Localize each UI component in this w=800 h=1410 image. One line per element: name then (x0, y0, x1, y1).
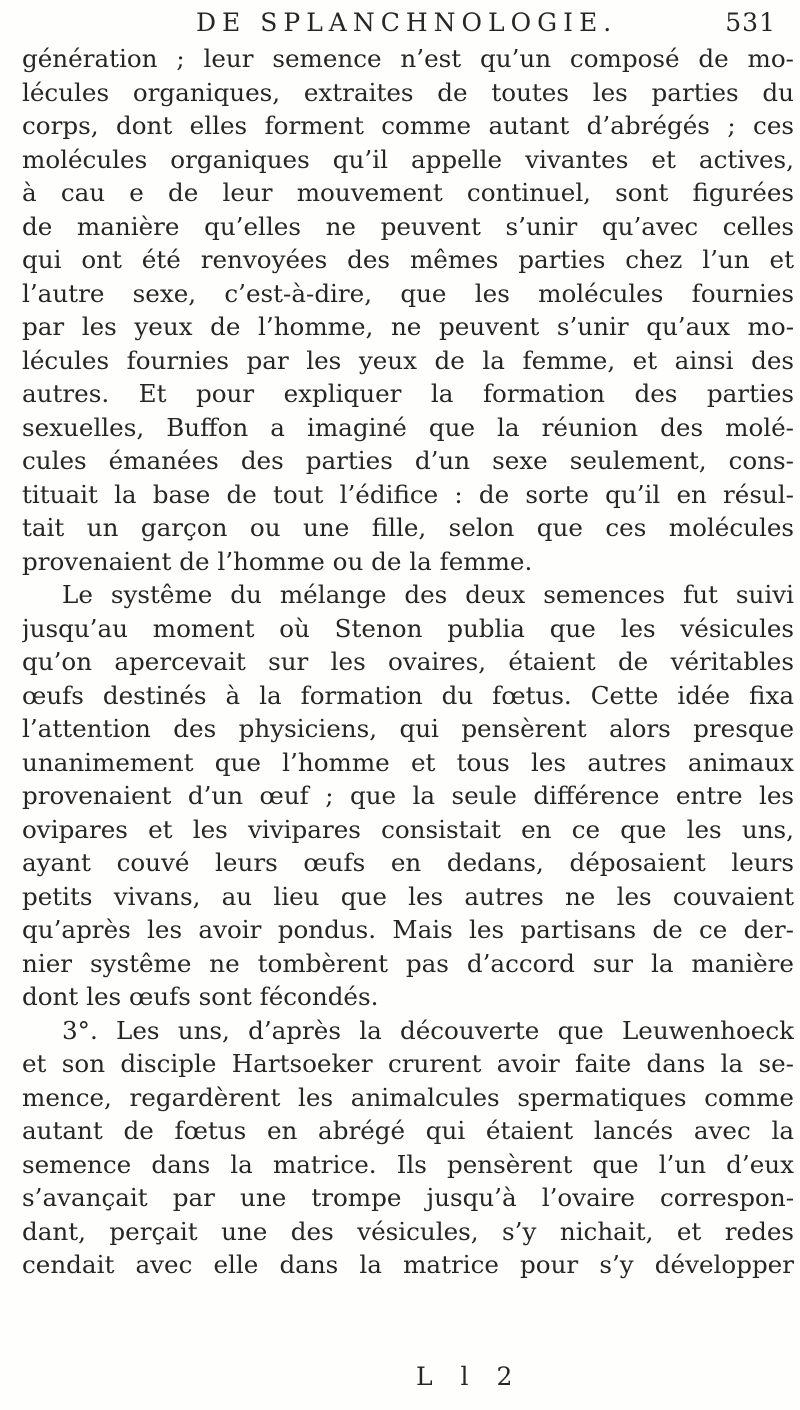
signature-mark: L l 2 (416, 1362, 523, 1391)
text-line: lécules fournies par les yeux de la femme, et ainsi des (22, 345, 794, 375)
text-line: lécules organiques, extraites de toutes les parties du (22, 77, 794, 107)
text-line: tait un garçon ou une fille, selon que ces molécules (22, 513, 794, 542)
text-line: l’attention des physiciens, qui pensèrent alors presque (22, 714, 794, 743)
text-line: autres. Et pour expliquer la formation des parties (22, 379, 794, 408)
text-line: unanimement que l’homme et tous les autres animaux (22, 747, 794, 777)
text-line: provenaient de l’homme ou de la femme. (22, 546, 533, 576)
text-line: par les yeux de l’homme, ne peuvent s’unir qu’aux mo- (22, 312, 794, 341)
text-line: s’avançait par une trompe jusqu’à l’ovaire correspon- (22, 1183, 794, 1212)
text-line: et son disciple Hartsoeker crurent avoir faite dans la se- (22, 1049, 794, 1078)
text-line: à cau e de leur mouvement continuel, sont figurées (22, 178, 794, 207)
text-line: mence, regardèrent les animalcules spermatiques comme (22, 1082, 794, 1112)
text-line: qu’on apercevait sur les ovaires, étaient de véritables (22, 647, 794, 676)
text-line: qu’après les avoir pondus. Mais les partisans de ce der- (22, 915, 794, 944)
text-line: cendait avec elle dans la matrice pour s’y développer (22, 1250, 794, 1279)
page-number: 531 (725, 8, 776, 37)
text-line: cules émanées des parties d’un sexe seulement, cons- (22, 446, 794, 475)
text-line: l’autre sexe, c’est-à-dire, que les molécules fournies (22, 278, 794, 308)
text-line: dant, perçait une des vésicules, s’y nichait, et redes (22, 1216, 794, 1246)
text-line: molécules organiques qu’il appelle vivantes et actives, (22, 144, 794, 174)
text-line: jusqu’au moment où Stenon publia que les vésicules (22, 613, 794, 643)
text-line: corps, dont elles forment comme autant d’abrégés ; ces (22, 111, 794, 140)
text-line: œufs destinés à la formation du fœtus. Cette idée fixa (22, 680, 794, 710)
text-line: tituait la base de tout l’édifice : de sorte qu’il en résul- (22, 479, 794, 509)
text-line: provenaient d’un œuf ; que la seule différence entre les (22, 781, 794, 810)
text-line: qui ont été renvoyées des mêmes parties chez l’un et (22, 245, 794, 274)
text-line: génération ; leur semence n’est qu’un composé de mo- (22, 44, 794, 73)
text-line: Le systême du mélange des deux semences fut suivi (62, 580, 794, 609)
text-line: 3°. Les uns, d’après la découverte que Leuwenhoeck (62, 1015, 794, 1045)
text-line: ayant couvé leurs œufs en dedans, déposaient leurs (22, 848, 794, 877)
text-line: dont les œufs sont fécondés. (22, 982, 379, 1011)
running-head (196, 4, 776, 42)
running-title: DE SPLANCHNOLOGIE. (196, 8, 618, 37)
text-line: de manière qu’elles ne peuvent s’unir qu’avec celles (22, 211, 794, 241)
text-line: petits vivans, au lieu que les autres ne les couvaient (22, 881, 794, 911)
text-line: sexuelles, Buffon a imaginé que la réunion des molé- (22, 412, 794, 442)
text-line: semence dans la matrice. Ils pensèrent que l’un d’eux (22, 1149, 794, 1179)
text-line: nier systême ne tombèrent pas d’accord sur la manière (22, 948, 794, 978)
text-line: autant de fœtus en abrégé qui étaient lancés avec la (22, 1116, 794, 1145)
text-line: ovipares et les vivipares consistait en ce que les uns, (22, 814, 794, 844)
